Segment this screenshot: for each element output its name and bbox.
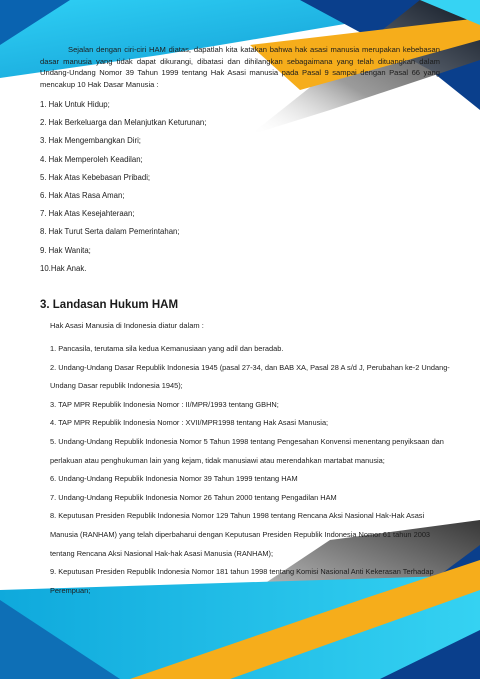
list-item: 6. Hak Atas Rasa Aman;	[40, 190, 125, 200]
list-item: 9. Keputusan Presiden Republik Indonesia Nomor 181 tahun 1998 tentang Komisi Nasional Anti Kekerasan Terhadap Perempuan;	[50, 567, 434, 595]
list-item: 10.Hak Anak.	[40, 263, 87, 273]
list-item: 1. Hak Untuk Hidup;	[40, 100, 110, 109]
list-item: 7. Undang-Undang Republik Indonesia Nomor 26 Tahun 2000 tentang Pengadilan HAM	[50, 492, 337, 502]
list-item: 5. Hak Atas Kebebasan Pribadi;	[40, 172, 151, 182]
legal-basis-list	[50, 340, 450, 600]
list-item: 3. Hak Mengembangkan Diri;	[40, 136, 141, 146]
list-item: 8. Keputusan Presiden Republik Indonesia Nomor 129 Tahun 1998 tentang Rencana Aksi Nasional Hak-Hak Asasi Manusia (RANHAM) yang telah diperbaharui dengan Keputusan Presiden Republik Indonesia Nomor 61 tahun 2003 tentang Rencana Aksi Nasional Hak-hak Asasi Manusia (RANHAM);	[50, 511, 431, 558]
list-item: 9. Hak Wanita;	[40, 245, 91, 255]
legal-basis-intro: Hak Asasi Manusia di Indonesia diatur dalam :	[50, 321, 204, 330]
intro-paragraph	[40, 44, 440, 90]
list-item: 3. TAP MPR Republik Indonesia Nomor : II/MPR/1993 tentang GBHN;	[50, 399, 279, 409]
list-item: 1. Pancasila, terutama sila kedua Kemanusiaan yang adil dan beradab.	[50, 344, 284, 353]
list-item: 4. Hak Memperoleh Keadilan;	[40, 154, 143, 164]
list-item: 8. Hak Turut Serta dalam Pemerintahan;	[40, 227, 180, 237]
list-item: 4. TAP MPR Republik Indonesia Nomor : XVII/MPR1998 tentang Hak Asasi Manusia;	[50, 418, 329, 428]
intro-text: Sejalan dengan ciri-ciri HAM diatas, dapatlah kita katakan bahwa hak asasi manusia merupakan kebebasan dasar manusia yang tidak dapat dikurangi, dibatasi dan dihilangkan sebagaimana yang telah dituangkan dalam Undang-Undang Nomor 39 Tahun 1999 tentang Hak Asasi manusia pada Pasal 9 sampai dengan Pasal 66 yang mencakup 10 Hak Dasar Manusia :	[40, 45, 440, 89]
list-item: 2. Hak Berkeluarga dan Melanjutkan Keturunan;	[40, 118, 207, 128]
list-item: 5. Undang-Undang Republik Indonesia Nomor 5 Tahun 1998 tentang Pengesahan Konvensi menentang penyiksaan dan perlakuan atau penghukuman lain yang kejam, tidak manusiawi atau merendahkan martabat manusia;	[50, 436, 444, 465]
list-item: 7. Hak Atas Kesejahteraan;	[40, 209, 135, 219]
basic-rights-list	[40, 100, 206, 282]
list-item: 6. Undang-Undang Republik Indonesia Nomor 39 Tahun 1999 tentang HAM	[50, 474, 298, 484]
section-heading: 3. Landasan Hukum HAM	[40, 299, 179, 311]
list-item: 2. Undang-Undang Dasar Republik Indonesia 1945 (pasal 27-34, dan BAB XA, Pasal 28 A s/d J, Perubahan ke-2 Undang-Undang Dasar republik Indonesia 1945);	[50, 362, 450, 391]
